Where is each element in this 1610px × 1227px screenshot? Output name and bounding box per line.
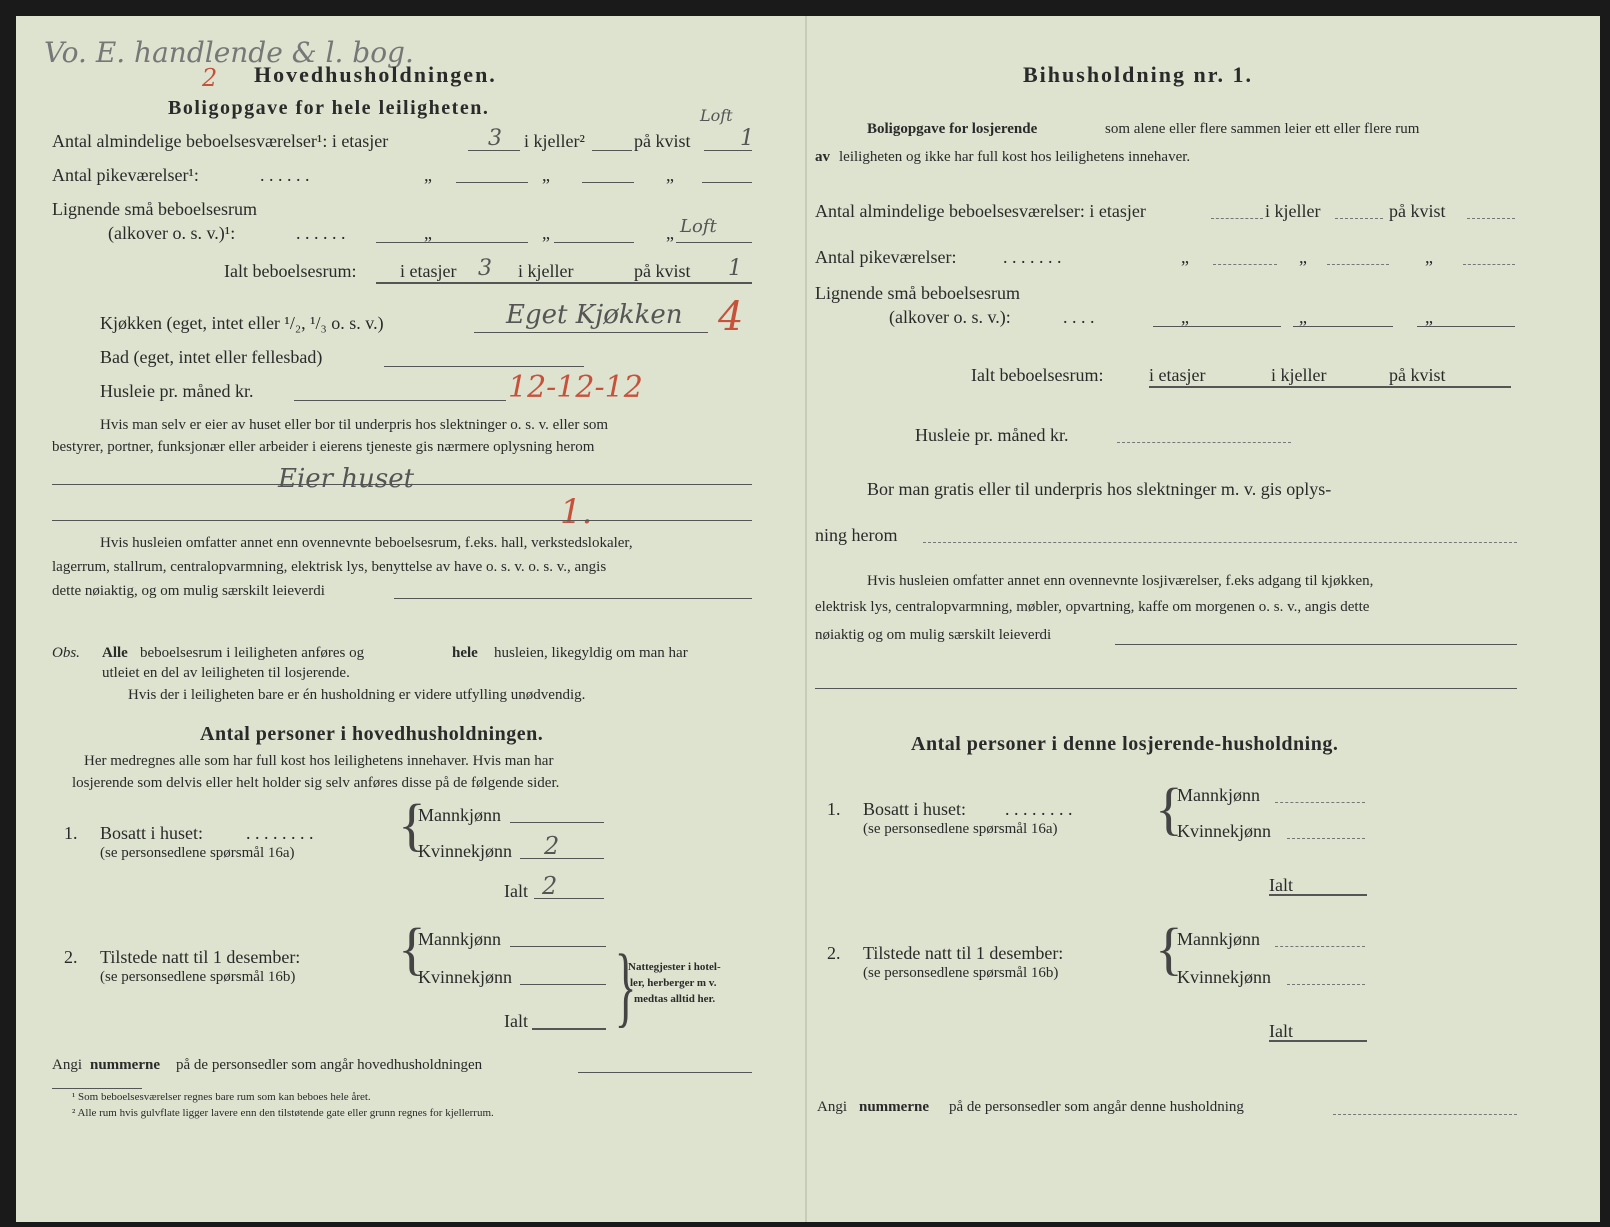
bad-line[interactable]	[384, 366, 584, 367]
eier-line-1[interactable]	[52, 484, 752, 485]
rooms-etasjer-value: 3	[488, 126, 502, 151]
handwritten-occupation-note: Vo. E. handlende & l. bog.	[44, 36, 414, 69]
ialt-kvist-value: 1	[728, 256, 742, 281]
r-pike-dots: . . . . . . .	[1003, 247, 1062, 267]
r-q2-kvinne-label: Kvinnekjønn	[1177, 967, 1271, 987]
r-omfatter-line-1[interactable]	[1115, 644, 1517, 645]
handwritten-household-number: 2	[202, 64, 218, 92]
obs-text-1d: husleien, likegyldig om man har	[494, 645, 688, 661]
q2-mann-label: Mannkjønn	[418, 929, 501, 949]
bad-label: Bad (eget, intet eller fellesbad)	[100, 347, 323, 367]
rooms-kjeller-label: i kjeller²	[524, 131, 585, 151]
r-q1-kvinne-line[interactable]	[1287, 838, 1365, 839]
r-q1-ialt-line[interactable]	[1269, 894, 1367, 896]
r-rooms-label: Antal almindelige beboelsesværelser: i etasjer	[815, 201, 1146, 221]
alkover-quote-3: „	[666, 223, 674, 243]
main-household-subtitle: Boligopgave for hele leiligheten.	[168, 97, 490, 119]
footnote-2: ² Alle rum hvis gulvflate ligger lavere enn den tilstøtende gate eller grunn regnes for kjellerrum.	[72, 1107, 494, 1119]
pike-kvist-line[interactable]	[702, 182, 752, 183]
r-q1-dots: . . . . . . . .	[1005, 799, 1073, 819]
q1-label: Bosatt i huset:	[100, 823, 203, 843]
rooms-kjeller-line[interactable]	[592, 150, 632, 151]
r-angi-line[interactable]	[1333, 1114, 1517, 1115]
persons-title: Antal personer i hovedhusholdningen.	[200, 723, 544, 745]
r-q1-sub: (se personsedlene spørsmål 16a)	[863, 821, 1058, 837]
r-q2-brace: {	[1155, 916, 1183, 981]
r-ialt-label: Ialt beboelsesrum:	[971, 365, 1104, 385]
r-ialt-kvist-label: på kvist	[1389, 365, 1446, 385]
r-angi-nummerne: nummerne	[859, 1099, 929, 1115]
kjokken-label: Kjøkken (eget, intet eller ¹/₂, ¹/₃ o. s. v.)	[100, 313, 384, 333]
r-husleie-line[interactable]	[1117, 442, 1291, 443]
rooms-kvist-note: Loft	[700, 106, 733, 125]
rooms-kvist-label: på kvist	[634, 131, 691, 151]
q1-brace: {	[398, 792, 426, 857]
q1-kvinne-value: 2	[544, 832, 560, 860]
pike-kjeller-line[interactable]	[582, 182, 634, 183]
pike-label: Antal pikeværelser¹:	[52, 165, 199, 185]
r-pike-quote-1: „	[1181, 247, 1189, 267]
natt-note-2: ler, herberger m v.	[630, 977, 717, 989]
r-q1-number: 1.	[827, 799, 841, 819]
q1-sub: (se personsedlene spørsmål 16a)	[100, 845, 295, 861]
r-q2-label: Tilstede natt til 1 desember:	[863, 943, 1064, 963]
q2-brace: {	[398, 916, 426, 981]
r-q1-ialt-label: Ialt	[1269, 875, 1293, 895]
pike-quote-1: „	[424, 165, 432, 185]
angi-nummerne: nummerne	[90, 1057, 160, 1073]
sub-household-title: Bihusholdning nr. 1.	[1023, 62, 1253, 87]
ialt-kvist-label: på kvist	[634, 261, 691, 281]
r-alkover-etasjer-line[interactable]	[1153, 326, 1281, 327]
pike-dots: . . . . . .	[260, 165, 310, 185]
q1-ialt-value: 2	[542, 872, 558, 900]
obs-label: Obs.	[52, 645, 80, 661]
r-q2-mann-line[interactable]	[1275, 946, 1365, 947]
angi-line[interactable]	[578, 1072, 752, 1073]
q2-ialt-line[interactable]	[532, 1028, 606, 1030]
r-q1-mann-label: Mannkjønn	[1177, 785, 1260, 805]
r-alkover-quote-3: „	[1425, 307, 1433, 327]
omfatter-text-1: Hvis husleien omfatter annet enn ovennevnte beboelsesrum, f.eks. hall, verkstedslokaler,	[100, 535, 633, 551]
ialt-etasjer-value: 3	[478, 256, 492, 281]
r-omfatter-line-2[interactable]	[815, 688, 1517, 689]
r-pike-kjeller-line[interactable]	[1327, 264, 1389, 265]
r-rooms-kjeller-line[interactable]	[1335, 218, 1383, 219]
q1-kvinne-label: Kvinnekjønn	[418, 841, 512, 861]
ialt-etasjer-label: i etasjer	[400, 261, 457, 281]
pike-quote-3: „	[666, 165, 674, 185]
q2-ialt-label: Ialt	[504, 1011, 528, 1031]
rooms-label: Antal almindelige beboelsesværelser¹: i etasjer	[52, 131, 389, 151]
omfatter-text-2: lagerrum, stallrum, centralopvarmning, elektrisk lys, benyttelse av have o. s. v. o. s. v., angis	[52, 559, 607, 575]
r-q2-kvinne-line[interactable]	[1287, 984, 1365, 985]
q2-closing-brace: }	[614, 937, 637, 1036]
natt-note-3: medtas alltid her.	[634, 993, 716, 1005]
r-pike-etasjer-line[interactable]	[1213, 264, 1277, 265]
total-rooms-red: 4	[718, 294, 744, 340]
obs-hele: hele	[452, 645, 478, 661]
r-q2-number: 2.	[827, 943, 841, 963]
q1-kvinne-line[interactable]	[520, 858, 604, 859]
r-ialt-kjeller-label: i kjeller	[1271, 365, 1327, 385]
eier-text-2: bestyrer, portner, funksjonær eller arbeider i eierens tjeneste gis nærmere oplysning herom	[52, 439, 595, 455]
intro-bold: Boligopgave for losjerende	[867, 121, 1038, 137]
r-alkover-dots: . . . .	[1063, 307, 1095, 327]
r-alkover-label: (alkover o. s. v.):	[889, 307, 1011, 327]
alkover-kvist-note: Loft	[680, 216, 717, 237]
husleie-value: 12-12-12	[508, 370, 643, 405]
r-alkover-quote-2: „	[1299, 307, 1307, 327]
eier-line-2[interactable]	[52, 520, 752, 521]
eier-red-mark: 1.	[560, 492, 593, 532]
ialt-kjeller-label: i kjeller	[518, 261, 574, 281]
r-q2-ialt-label: Ialt	[1269, 1021, 1293, 1041]
r-q2-mann-label: Mannkjønn	[1177, 929, 1260, 949]
r-husleie-label: Husleie pr. måned kr.	[915, 425, 1069, 445]
r-alkover-quote-1: „	[1181, 307, 1189, 327]
q1-dots: . . . . . . . .	[246, 823, 314, 843]
left-page	[16, 16, 805, 1222]
ialt-rooms-label: Ialt beboelsesrum:	[224, 261, 357, 281]
alkover-dots: . . . . . .	[296, 223, 346, 243]
r-rooms-etasjer-line[interactable]	[1211, 218, 1263, 219]
q2-kvinne-label: Kvinnekjønn	[418, 967, 512, 987]
q2-mann-line[interactable]	[510, 946, 606, 947]
intro-av: av	[815, 149, 830, 165]
ialt-rooms-underline	[376, 282, 752, 284]
r-gratis-text-2: ning herom	[815, 525, 898, 545]
intro-text-b: som alene eller flere sammen leier ett eller flere rum	[1105, 121, 1420, 137]
kjokken-value: Eget Kjøkken	[506, 300, 683, 330]
r-pike-label: Antal pikeværelser:	[815, 247, 957, 267]
obs-text-2: utleiet en del av leiligheten til losjerende.	[102, 665, 350, 681]
alkover-etasjer-line[interactable]	[376, 242, 528, 243]
rooms-kvist-value: 1	[740, 126, 754, 151]
intro-text-d: leiligheten og ikke har full kost hos leilighetens innehaver.	[839, 149, 1191, 165]
persons-text-1: Her medregnes alle som har full kost hos leilighetens innehaver. Hvis man har	[84, 753, 554, 769]
r-gratis-text-1: Bor man gratis eller til underpris hos slektninger m. v. gis oplys-	[867, 479, 1332, 499]
r-q1-brace: {	[1155, 776, 1183, 841]
r-pike-kvist-line[interactable]	[1463, 264, 1515, 265]
natt-note-1: Nattegjester i hotel-	[628, 961, 721, 973]
angi-text-a: Angi	[52, 1057, 82, 1073]
eier-value: Eier huset	[278, 464, 415, 494]
kjokken-line[interactable]	[474, 332, 708, 333]
q2-kvinne-line[interactable]	[520, 984, 606, 985]
r-gratis-line[interactable]	[923, 542, 1517, 543]
r-ialt-etasjer-label: i etasjer	[1149, 365, 1206, 385]
r-rooms-kvist-line[interactable]	[1467, 218, 1515, 219]
eier-text-1: Hvis man selv er eier av huset eller bor til underpris hos slektninger o. s. v. eller som	[100, 417, 609, 433]
angi-text-c: på de personsedler som angår hovedhusholdningen	[176, 1057, 483, 1073]
r-ialt-underline	[1149, 386, 1511, 388]
omfatter-line[interactable]	[394, 598, 752, 599]
r-angi-text-a: Angi	[817, 1099, 847, 1115]
alkover-quote-2: „	[542, 223, 550, 243]
r-alkover-kvist-line[interactable]	[1417, 326, 1515, 327]
r-q2-sub: (se personsedlene spørsmål 16b)	[863, 965, 1059, 981]
r-rooms-kjeller-label: i kjeller	[1265, 201, 1321, 221]
r-angi-text-c: på de personsedler som angår denne husholdning	[949, 1099, 1244, 1115]
q2-label: Tilstede natt til 1 desember:	[100, 947, 301, 967]
omfatter-text-3: dette nøiaktig, og om mulig særskilt leieverdi	[52, 583, 325, 599]
pike-quote-2: „	[542, 165, 550, 185]
husleie-line[interactable]	[294, 400, 506, 401]
alkover-kvist-line[interactable]	[676, 242, 752, 243]
obs-alle: Alle	[102, 645, 128, 661]
footnote-divider	[52, 1088, 142, 1089]
persons-text-2: losjerende som delvis eller helt holder sig selv anføres disse på de følgende sider.	[72, 775, 560, 791]
q1-ialt-line[interactable]	[534, 898, 604, 899]
husleie-label: Husleie pr. måned kr.	[100, 381, 254, 401]
r-q1-kvinne-label: Kvinnekjønn	[1177, 821, 1271, 841]
r-omfatter-text-1: Hvis husleien omfatter annet enn ovennevnte losjiværelser, f.eks adgang til kjøkken,	[867, 573, 1374, 589]
q1-mann-line[interactable]	[510, 822, 604, 823]
q1-number: 1.	[64, 823, 78, 843]
r-lignende-label: Lignende små beboelsesrum	[815, 283, 1020, 303]
right-page	[807, 16, 1600, 1222]
r-q1-label: Bosatt i huset:	[863, 799, 966, 819]
r-q1-mann-line[interactable]	[1275, 802, 1365, 803]
r-rooms-kvist-label: på kvist	[1389, 201, 1446, 221]
r-omfatter-text-3: nøiaktig og om mulig særskilt leieverdi	[815, 627, 1052, 643]
r-alkover-kjeller-line[interactable]	[1293, 326, 1393, 327]
alkover-label: (alkover o. s. v.)¹:	[108, 223, 236, 243]
lignende-label: Lignende små beboelsesrum	[52, 199, 257, 219]
r-pike-quote-2: „	[1299, 247, 1307, 267]
alkover-quote-1: „	[424, 223, 432, 243]
q2-sub: (se personsedlene spørsmål 16b)	[100, 969, 296, 985]
footnote-1: ¹ Som beboelsesværelser regnes bare rum som kan beboes hele året.	[72, 1091, 371, 1103]
pike-etasjer-line[interactable]	[456, 182, 528, 183]
r-q2-ialt-line[interactable]	[1269, 1040, 1367, 1042]
q2-number: 2.	[64, 947, 78, 967]
main-household-title: Hovedhusholdningen.	[254, 62, 497, 87]
alkover-kjeller-line[interactable]	[554, 242, 634, 243]
obs-text-3: Hvis der i leiligheten bare er én husholdning er videre utfylling unødvendig.	[128, 687, 586, 703]
obs-text-1b: beboelsesrum i leiligheten anføres og	[140, 645, 365, 661]
q1-mann-label: Mannkjønn	[418, 805, 501, 825]
q1-ialt-label: Ialt	[504, 881, 528, 901]
r-pike-quote-3: „	[1425, 247, 1433, 267]
r-omfatter-text-2: elektrisk lys, centralopvarmning, møbler, opvartning, kaffe om morgenen o. s. v., angis dette	[815, 599, 1370, 615]
r-persons-title: Antal personer i denne losjerende-husholdning.	[911, 733, 1339, 755]
